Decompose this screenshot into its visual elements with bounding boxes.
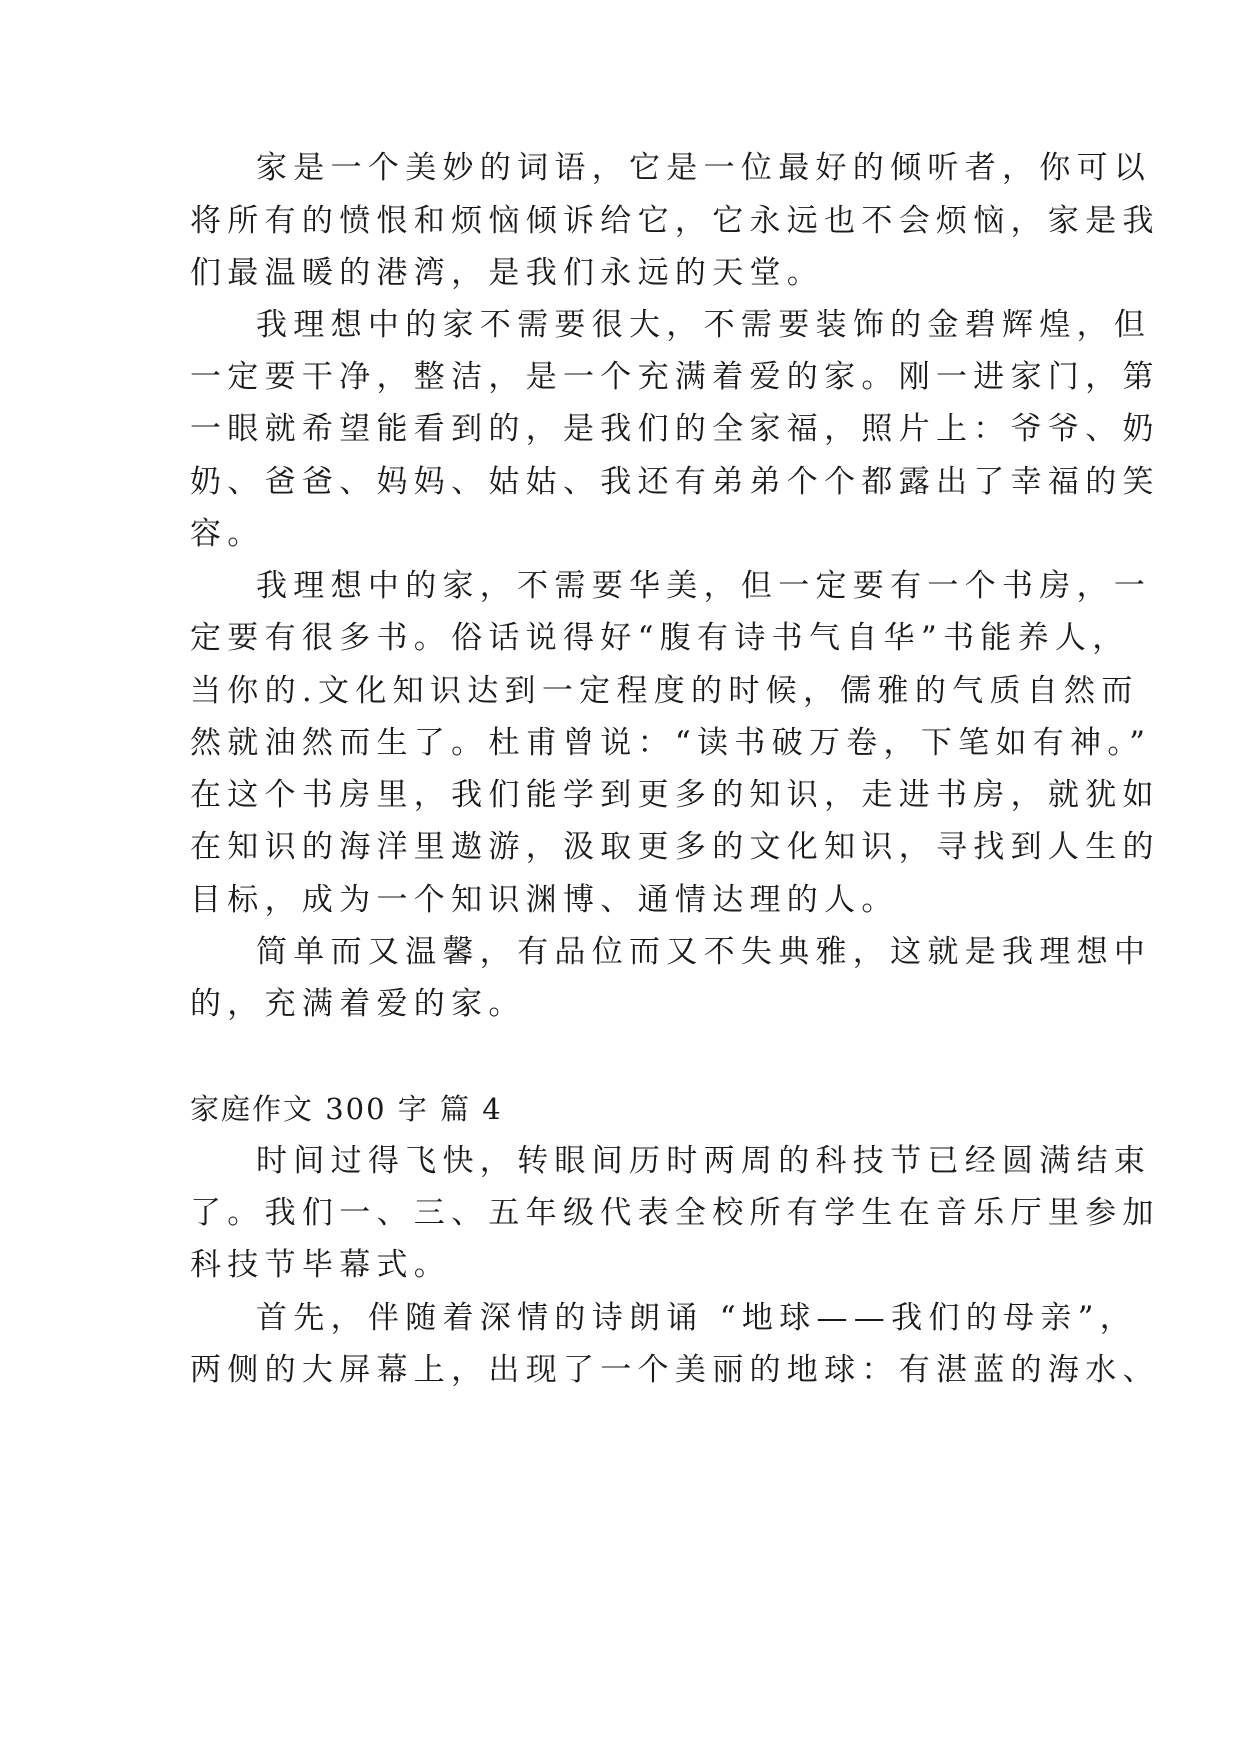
text-line: 我理想中的家不需要很大，不需要装饰的金碧辉煌，但 bbox=[256, 307, 1152, 343]
text-line: 首先，伴随着深情的诗朗诵 “地球——我们的母亲”， bbox=[256, 1300, 1138, 1336]
text-line: 两侧的大屏幕上，出现了一个美丽的地球：有湛蓝的海水、 bbox=[190, 1352, 1160, 1388]
text-line: 目标，成为一个知识渊博、通情达理的人。 bbox=[190, 882, 899, 918]
text-line: 的，充满着爱的家。 bbox=[190, 986, 526, 1022]
text-line: 在知识的海洋里遨游，汲取更多的文化知识，寻找到人生的 bbox=[190, 829, 1160, 865]
text-line: 然就油然而生了。杜甫曾说：“读书破万卷，下笔如有神。” bbox=[190, 725, 1152, 761]
text-line: 一定要干净，整洁，是一个充满着爱的家。刚一进家门，第 bbox=[190, 359, 1160, 395]
text-line: 们最温暖的港湾，是我们永远的天堂。 bbox=[190, 255, 825, 291]
text-line: 时间过得飞快，转眼间历时两周的科技节已经圆满结束 bbox=[256, 1143, 1152, 1179]
text-line: 奶、爸爸、妈妈、姑姑、我还有弟弟个个都露出了幸福的笑 bbox=[190, 464, 1160, 500]
text-line: 定要有很多书。俗话说得好“腹有诗书气自华”书能养人， bbox=[190, 620, 1130, 656]
section-heading: 家庭作文 300 字 篇 4 bbox=[190, 1092, 503, 1126]
text-line: 科技节毕幕式。 bbox=[190, 1247, 452, 1283]
text-line: 我理想中的家，不需要华美，但一定要有一个书房，一 bbox=[256, 568, 1152, 604]
text-line: 容。 bbox=[190, 516, 265, 552]
text-line: 将所有的愤恨和烦恼倾诉给它，它永远也不会烦恼，家是我 bbox=[190, 203, 1160, 239]
text-line: 了。我们一、三、五年级代表全校所有学生在音乐厅里参加 bbox=[190, 1195, 1160, 1231]
text-line: 当你的.文化知识达到一定程度的时候，儒雅的气质自然而 bbox=[190, 673, 1139, 709]
text-line: 家是一个美妙的词语，它是一位最好的倾听者，你可以 bbox=[256, 150, 1152, 186]
text-line: 简单而又温馨，有品位而又不失典雅，这就是我理想中 bbox=[256, 934, 1152, 970]
text-line: 一眼就希望能看到的，是我们的全家福，照片上：爷爷、奶 bbox=[190, 411, 1160, 447]
text-line: 在这个书房里，我们能学到更多的知识，走进书房，就犹如 bbox=[190, 777, 1160, 813]
